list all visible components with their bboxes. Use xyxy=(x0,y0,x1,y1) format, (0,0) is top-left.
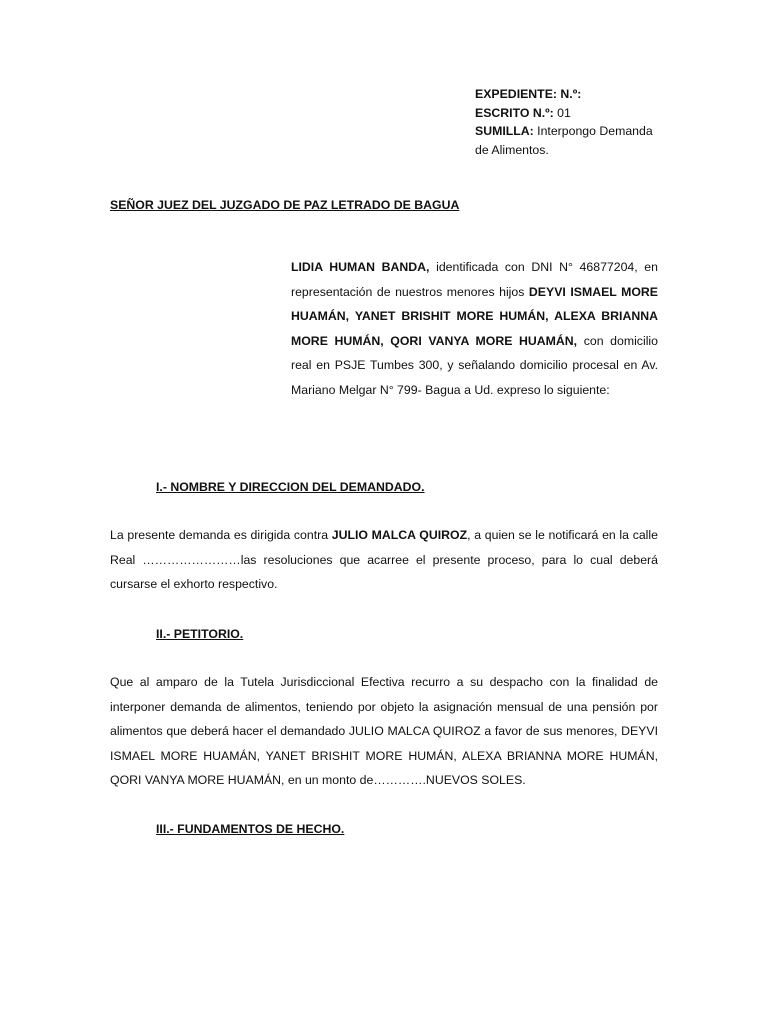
sumilla-line xyxy=(475,122,665,141)
section-3-title: III.- FUNDAMENTOS DE HECHO. xyxy=(156,822,345,836)
plaintiff-name: LIDIA HUMAN BANDA, xyxy=(291,260,430,274)
expediente-line xyxy=(475,85,665,104)
section-1-paragraph xyxy=(110,523,658,597)
section-1-text-1: La presente demanda es dirigida contra xyxy=(110,528,332,542)
sumilla-value: Interpongo Demanda xyxy=(533,124,653,138)
escrito-value: 01 xyxy=(553,105,571,120)
escrito-line xyxy=(475,104,665,123)
defendant-name: JULIO MALCA QUIROZ xyxy=(331,528,468,542)
case-header xyxy=(475,85,665,159)
expediente-value: N.º: xyxy=(557,87,582,101)
intro-paragraph xyxy=(291,255,658,402)
intro-text-2: con domicilio real en PSJE Tumbes 300, y señalando domicilio procesal en Av. Mariano Melgar N° 799- Bagua a Ud. expreso lo siguiente: xyxy=(291,333,658,397)
intro-text-1: identificada con DNI N° 46877204, en representación de nuestros menores hijos xyxy=(291,260,658,299)
escrito-label: ESCRITO N.º: xyxy=(475,105,554,120)
expediente-label: EXPEDIENTE: xyxy=(475,87,557,101)
sumilla-label: SUMILLA: xyxy=(475,124,534,138)
sumilla-line-cont: de Alimentos. xyxy=(475,142,549,157)
section-1-text-2: , a quien se le notificará en la calle Real ……………………las resoluciones que acarree el presente proceso, para lo cual deberá cursarse el exhorto respectivo. xyxy=(110,528,658,591)
section-1-title: I.- NOMBRE Y DIRECCION DEL DEMANDADO. xyxy=(156,480,425,494)
section-2-paragraph: Que al amparo de la Tutela Jurisdiccional Efectiva recurro a su despacho con la finalidad de interponer demanda de alimentos, teniendo por objeto la asignación mensual de una pensión por alimentos que deberá hacer el demandado JULIO MALCA QUIROZ a favor de sus menores, DEYVI ISMAEL MORE HUAMÁN, YANET BRISHIT MORE HUMÁN, ALEXA BRIANNA MORE HUMÁN, QORI VANYA MORE HUAMÁN, en un monto de………….NUEVOS SOLES. xyxy=(110,675,658,787)
section-2-title: II.- PETITORIO. xyxy=(156,627,244,641)
addressee-heading: SEÑOR JUEZ DEL JUZGADO DE PAZ LETRADO DE BAGUA xyxy=(110,198,460,212)
children-names: DEYVI ISMAEL MORE HUAMÁN, YANET BRISHIT MORE HUMÁN, ALEXA BRIANNA MORE HUMÁN, QORI VANYA MORE HUAMÁN, xyxy=(291,284,658,348)
